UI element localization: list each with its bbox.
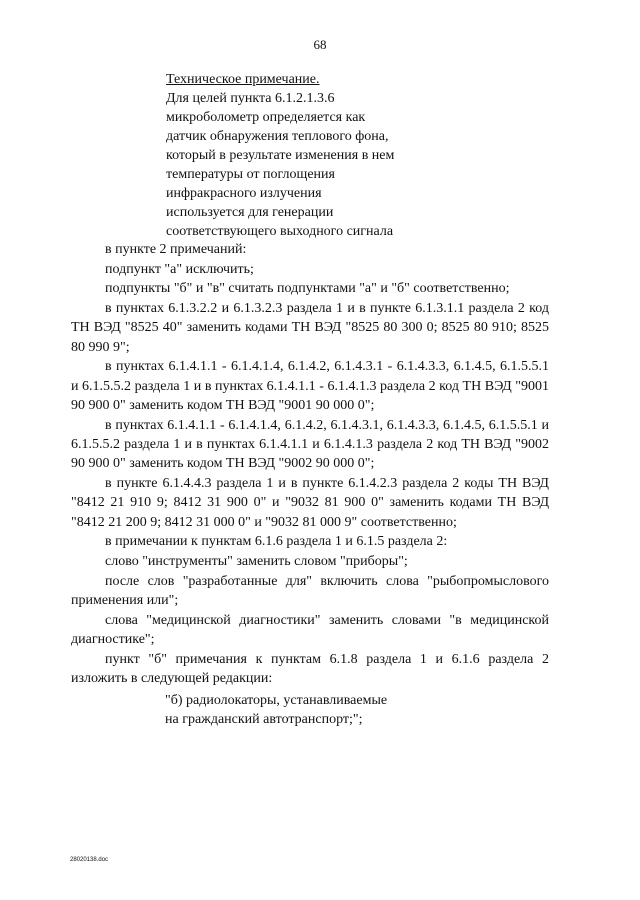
paragraph: подпункты "б" и "в" считать подпунктами "а" и "б" соответственно;	[105, 281, 510, 297]
paragraph: в пункте 6.1.4.4.3 раздела 1 и в пункте 6.1.4.2.3 раздела 2 коды ТН ВЭД "8412 21 910 9; 8412 31 900 0" и "9032 81 900 0" заменить кодами ТН ВЭД "8412 21 200 9; 8412 31 000 0" и "9032 81 000 9" соответственно;	[71, 475, 549, 530]
technical-note-line: датчик обнаружения теплового фона,	[166, 129, 389, 144]
paragraph: в пунктах 6.1.4.1.1 - 6.1.4.1.4, 6.1.4.2, 6.1.4.3.1 - 6.1.4.3.3, 6.1.4.5, 6.1.5.5.1 и 6.1.5.5.2 раздела 1 и в пунктах 6.1.4.1.1 - 6.1.4.1.3 раздела 2 код ТН ВЭД "9001 90 900 0" заменить кодом ТН ВЭД "9001 90 000 0";	[71, 359, 549, 413]
amendments-text	[71, 240, 549, 730]
technical-note-line: температуры от поглощения	[166, 167, 335, 182]
paragraph: в пункте 2 примечаний:	[105, 242, 247, 257]
paragraph: в пунктах 6.1.4.1.1 - 6.1.4.1.4, 6.1.4.2, 6.1.4.3.1, 6.1.4.3.3, 6.1.4.5, 6.1.5.5.1 и 6.1.5.5.2 раздела 1 и в пунктах 6.1.4.1.1 и 6.1.4.1.3 раздела 2 код ТН ВЭД "9002 90 900 0" заменить кодом ТН ВЭД "9002 90 000 0";	[71, 417, 549, 472]
technical-note-line: соответствующего выходного сигнала	[166, 224, 394, 239]
technical-note-line: используется для генерации	[166, 205, 334, 220]
paragraph: слова "медицинской диагностики" заменить словами "в медицинской диагностике";	[71, 612, 549, 647]
quoted-line: на гражданский автотранспорт;";	[165, 712, 363, 728]
technical-note-line: инфракрасного излучения	[166, 186, 322, 201]
quoted-text	[165, 691, 549, 730]
technical-note	[166, 70, 466, 241]
paragraph: подпункт "а" исключить;	[105, 261, 254, 277]
paragraph: в примечании к пунктам 6.1.6 раздела 1 и 6.1.5 раздела 2:	[105, 534, 448, 550]
technical-note-line: микроболометр определяется как	[166, 110, 366, 125]
technical-note-line: который в результате изменения в нем	[166, 148, 395, 163]
technical-note-line: Для целей пункта 6.1.2.1.3.6	[166, 91, 335, 106]
paragraph: слово "инструменты" заменить словом "приборы";	[105, 553, 408, 569]
page-number: 68	[313, 37, 327, 52]
document-code: 28020138.doc	[70, 857, 109, 863]
quoted-line: "б) радиолокаторы, устанавливаемые	[165, 693, 388, 709]
paragraph: после слов "разработанные для" включить слова "рыбопромыслового применения или";	[71, 573, 549, 608]
technical-note-title: Техническое примечание.	[166, 72, 320, 87]
paragraph: в пунктах 6.1.3.2.2 и 6.1.3.2.3 раздела 1 и в пункте 6.1.3.1.1 раздела 2 код ТН ВЭД "8525 40" заменить кодами ТН ВЭД "8525 80 300 0; 8525 80 910; 8525 80 990 9";	[71, 301, 549, 355]
paragraph: пункт "б" примечания к пунктам 6.1.8 раздела 1 и 6.1.6 раздела 2 изложить в следующей редакции:	[71, 651, 549, 686]
